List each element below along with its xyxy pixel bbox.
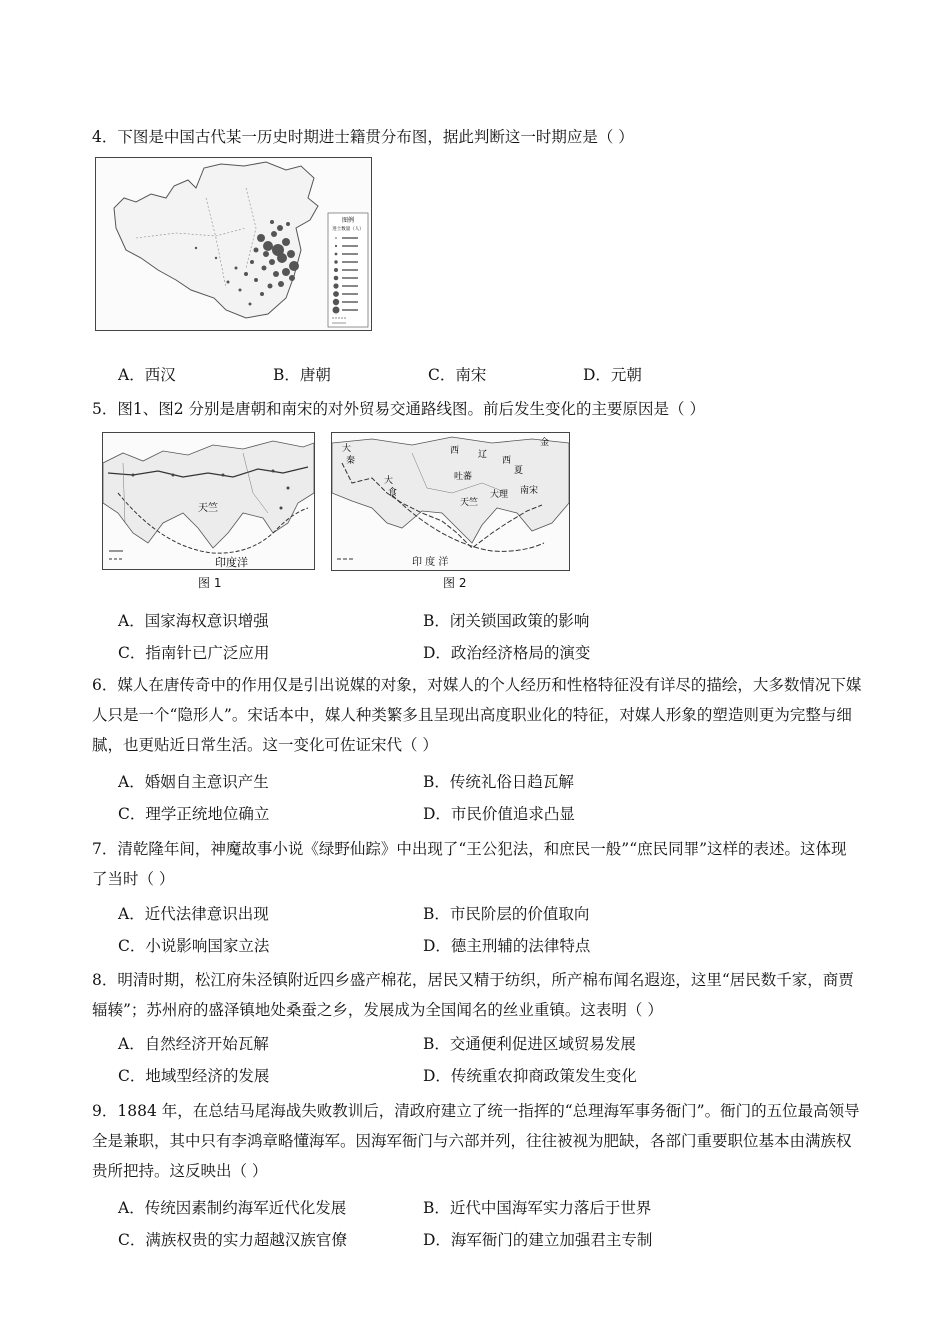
question-7-options — [118, 901, 818, 959]
fig2-label-tubo: 吐蕃 — [454, 472, 473, 482]
q5-option-d[interactable]: D．政治经济格局的演变 — [423, 644, 591, 662]
figure-2-caption: 图 2 — [443, 576, 467, 590]
tang-trade-map — [103, 433, 314, 569]
fig2-label-nansong: 南宋 — [520, 486, 539, 496]
figure-1-caption: 图 1 — [198, 576, 222, 590]
q7-option-a[interactable]: A．近代法律意识出现 — [118, 905, 269, 923]
figure-2-song-trade-routes — [331, 432, 570, 571]
q9-option-b[interactable]: B．近代中国海军实力落后于世界 — [423, 1199, 652, 1217]
q4-option-b[interactable]: B．唐朝 — [273, 366, 331, 384]
q6-option-a[interactable]: A．婚姻自主意识产生 — [118, 773, 269, 791]
question-7-stem: 7．清乾隆年间，神魔故事小说《绿野仙踪》中出现了“王公犯法，和庶民一般”“庶民同罪”这样的表述。这体现了当时（ ） — [92, 840, 847, 888]
fig2-label-ocean: 印 度 洋 — [412, 557, 449, 568]
question-5-options — [118, 608, 818, 666]
question-5-stem: 5．图1、图2 分别是唐朝和南宋的对外贸易交通路线图。前后发生变化的主要原因是（ ） — [92, 400, 705, 418]
fig2-label-xi-1: 西 — [450, 446, 460, 456]
question-6-options — [118, 769, 818, 827]
fig2-label-liao: 辽 — [478, 450, 488, 460]
question-4-map — [95, 157, 372, 331]
fig2-label-jin: 金 — [540, 438, 550, 448]
fig2-label-shi: 食 — [388, 488, 398, 498]
question-8-options — [118, 1031, 818, 1089]
figure-1-tang-trade-routes — [102, 432, 315, 570]
q8-option-a[interactable]: A．自然经济开始瓦解 — [118, 1035, 269, 1053]
q8-option-c[interactable]: C．地域型经济的发展 — [118, 1067, 270, 1085]
question-8-stem: 8．明清时期，松江府朱泾镇附近四乡盛产棉花，居民又精于纺织，所产棉布闻名遐迩，这里“居民数千家，商贾辐辏”；苏州府的盛泽镇地处桑蚕之乡，发展成为全国闻名的丝业重镇。这表明（ ） — [92, 971, 854, 1019]
question-6-stem: 6．媒人在唐传奇中的作用仅是引出说媒的对象，对媒人的个人经历和性格特征没有详尽的描绘，大多数情况下媒人只是一个“隐形人”。宋话本中，媒人种类繁多且呈现出高度职业化的特征，对媒人形象的塑造则更为完整与细腻，也更贴近日常生活。这一变化可佐证宋代（ ） — [92, 676, 862, 754]
q7-option-c[interactable]: C．小说影响国家立法 — [118, 937, 270, 955]
q5-option-b[interactable]: B．闭关锁国政策的影响 — [423, 612, 590, 630]
fig1-label-ocean: 印度洋 — [215, 556, 248, 569]
q6-option-c[interactable]: C．理学正统地位确立 — [118, 805, 270, 823]
map-legend-subtitle: 进士数量（人） — [332, 227, 364, 232]
fig2-label-da-2: 大 — [342, 444, 352, 454]
fig2-label-qin: 秦 — [346, 456, 356, 466]
question-4-options — [118, 363, 818, 385]
song-trade-map — [332, 433, 569, 570]
q6-option-d[interactable]: D．市民价值追求凸显 — [423, 805, 575, 823]
fig2-label-dali: 大理 — [490, 490, 509, 500]
fig2-label-da-1: 大 — [384, 476, 394, 486]
q7-option-d[interactable]: D．德主刑辅的法律特点 — [423, 937, 591, 955]
q5-option-a[interactable]: A．国家海权意识增强 — [118, 612, 269, 630]
question-4-stem: 4．下图是中国古代某一历史时期进士籍贯分布图，据此判断这一时期应是（ ） — [92, 128, 634, 146]
jinshi-distribution-map — [96, 158, 371, 330]
q4-option-a[interactable]: A．西汉 — [118, 366, 176, 384]
question-9-stem: 9．1884 年，在总结马尾海战失败教训后，清政府建立了统一指挥的“总理海军事务衙门”。衙门的五位最高领导全是兼职，其中只有李鸿章略懂海军。因海军衙门与六部并列，往往被视为肥缺，各部门重要职位基本由满族权贵所把持。这反映出（ ） — [92, 1102, 860, 1180]
fig2-label-tianzhu: 天竺 — [460, 498, 479, 508]
q6-option-b[interactable]: B．传统礼俗日趋瓦解 — [423, 773, 574, 791]
fig2-label-xia: 夏 — [514, 466, 524, 476]
q8-option-b[interactable]: B．交通便利促进区域贸易发展 — [423, 1035, 636, 1053]
q9-option-c[interactable]: C．满族权贵的实力超越汉族官僚 — [118, 1231, 347, 1249]
q7-option-b[interactable]: B．市民阶层的价值取向 — [423, 905, 590, 923]
q9-option-a[interactable]: A．传统因素制约海军近代化发展 — [118, 1199, 347, 1217]
q5-option-c[interactable]: C．指南针已广泛应用 — [118, 644, 270, 662]
fig2-label-xi-2: 西 — [502, 456, 512, 466]
q4-option-d[interactable]: D．元朝 — [583, 366, 642, 384]
map-legend-title: 图例 — [341, 217, 355, 224]
fig1-label-tianzhu: 天竺 — [198, 503, 218, 514]
q4-option-c[interactable]: C．南宋 — [428, 366, 487, 384]
question-9-options — [118, 1195, 818, 1253]
q9-option-d[interactable]: D．海军衙门的建立加强君主专制 — [423, 1231, 653, 1249]
q8-option-d[interactable]: D．传统重农抑商政策发生变化 — [423, 1067, 637, 1085]
